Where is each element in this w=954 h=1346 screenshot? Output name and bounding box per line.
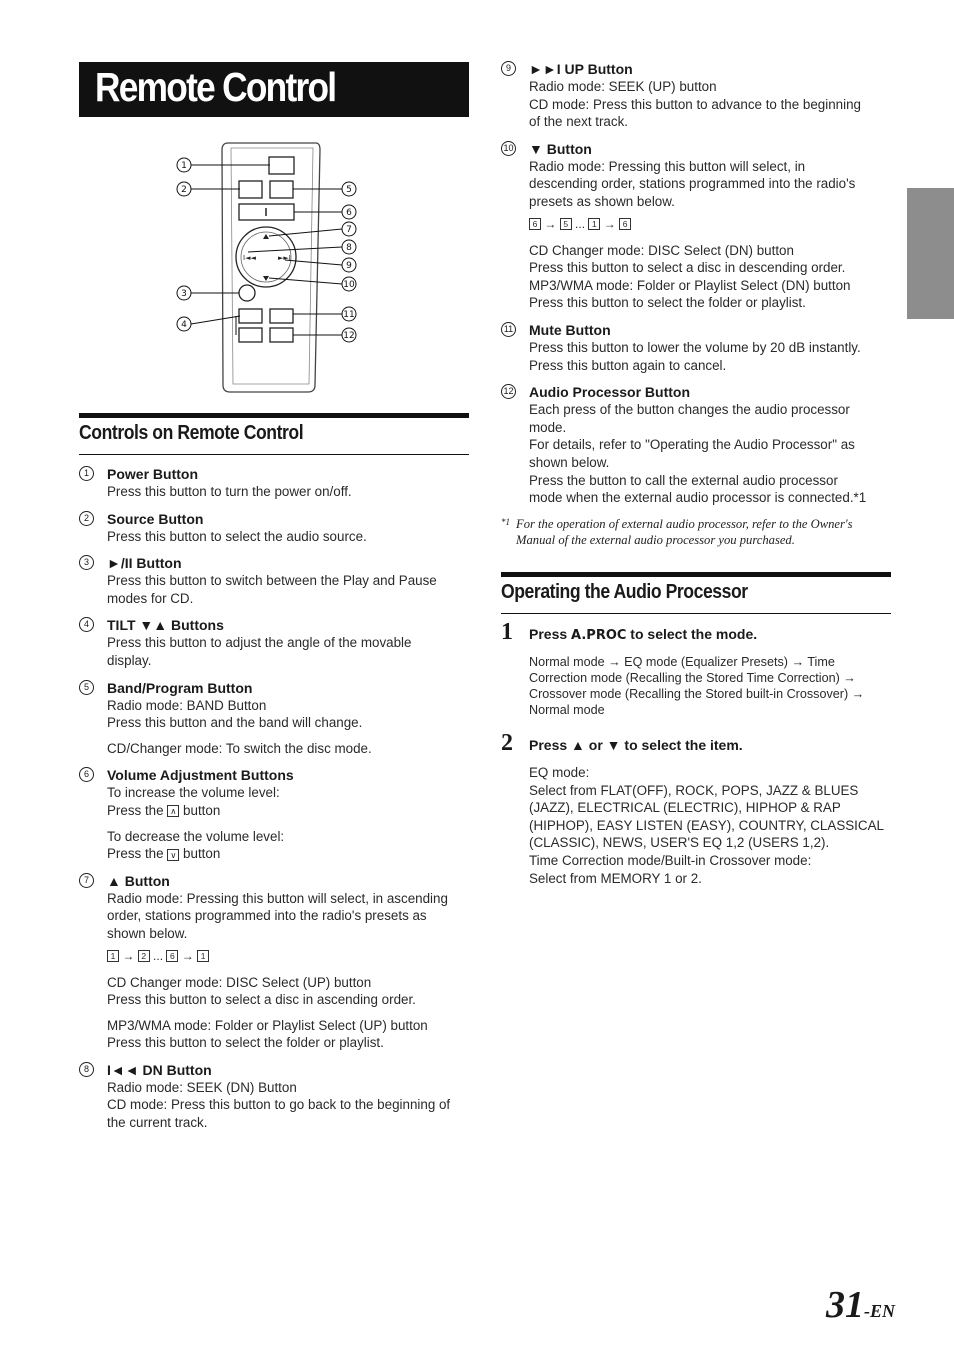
page-title: Remote Control xyxy=(95,64,336,110)
item-audio-processor xyxy=(501,383,896,507)
step-text: Correction mode (Recalling the Stored Time Correction) → xyxy=(529,671,856,685)
item-text: Press the xyxy=(107,802,164,818)
item-text: Each press of the button changes the audio processor xyxy=(529,402,850,418)
item-tilt xyxy=(79,616,474,669)
footnote-text: For the operation of external audio processor, refer to the Owner's xyxy=(516,516,853,531)
item-mute xyxy=(501,321,896,374)
step-text: Normal mode xyxy=(529,703,605,717)
item-text: CD Changer mode: DISC Select (UP) button xyxy=(107,974,372,990)
page-number-value: 31 xyxy=(826,1284,864,1326)
item-title: Power Button xyxy=(107,466,198,482)
item-title: Audio Processor Button xyxy=(529,384,691,401)
remote-control-illustration xyxy=(170,140,370,395)
item-number: 7 xyxy=(79,873,94,888)
callout-8: 8 xyxy=(346,243,352,253)
preset-key: 1 xyxy=(197,950,209,962)
item-text: Press this button to lower the volume by 20 dB instantly. xyxy=(529,339,861,355)
item-text: Radio mode: SEEK (UP) button xyxy=(529,79,717,94)
callout-1: 1 xyxy=(181,161,187,171)
controls-heading: Controls on Remote Control xyxy=(79,422,304,444)
item-text: Press this button again to cancel. xyxy=(529,357,727,373)
item-text: CD mode: Press this button to advance to the beginning xyxy=(529,96,861,112)
callout-4: 4 xyxy=(181,320,187,330)
item-number: 11 xyxy=(501,322,516,337)
item-volume xyxy=(79,766,474,862)
item-text: Press this button to switch between the Play and Pause xyxy=(107,573,437,589)
step-2 xyxy=(501,730,896,887)
item-number: 1 xyxy=(79,466,94,481)
callout-3: 3 xyxy=(181,289,187,299)
item-text: Press this button to select a disc in ascending order. xyxy=(107,992,416,1008)
preset-sequence xyxy=(107,948,474,965)
preset-sequence xyxy=(529,216,896,233)
item-text: of the next track. xyxy=(529,114,628,130)
item-text: Press this button and the band will change. xyxy=(107,715,363,731)
step-number: 2 xyxy=(501,730,513,756)
item-text: Press this button to select the folder or playlist. xyxy=(107,1035,384,1051)
step-text: Select from MEMORY 1 or 2. xyxy=(529,870,702,886)
step-number: 1 xyxy=(501,619,513,645)
ellipsis: ... xyxy=(153,948,164,963)
item-up xyxy=(79,872,474,1052)
item-number: 3 xyxy=(79,555,94,570)
item-text: descending order, stations programmed into the radio's xyxy=(529,176,856,192)
step-title xyxy=(529,625,896,645)
item-text: order, stations programmed into the radio's presets as xyxy=(107,908,427,924)
item-number: 8 xyxy=(79,1062,94,1077)
item-play-pause xyxy=(79,554,474,607)
item-band-program xyxy=(79,679,474,758)
item-title: Mute Button xyxy=(529,321,611,338)
callout-11: 11 xyxy=(343,310,355,320)
item-number: 9 xyxy=(501,61,516,76)
item-text: presets as shown below. xyxy=(529,193,675,209)
item-text: Press this button to select the audio source. xyxy=(107,528,367,544)
callout-9: 9 xyxy=(346,261,352,271)
item-number: 4 xyxy=(79,617,94,632)
item-number: 5 xyxy=(79,680,94,695)
callout-10: 10 xyxy=(343,280,355,290)
step-title-text: Press xyxy=(529,626,572,642)
item-up-seek xyxy=(501,60,896,131)
preset-key: 1 xyxy=(588,218,600,230)
step-title: Press ▲ or ▼ to select the item. xyxy=(529,737,743,753)
step-text: (CLASSIC), NEWS, USER'S EQ 1,2 (USERS 1,2). xyxy=(529,835,830,851)
item-title: ▼ Button xyxy=(529,140,592,157)
volume-up-line xyxy=(107,802,474,820)
item-text: Radio mode: SEEK (DN) Button xyxy=(107,1079,297,1095)
callout-5: 5 xyxy=(346,185,352,195)
item-text: Radio mode: Pressing this button will select, in xyxy=(529,158,806,174)
left-column xyxy=(79,465,474,1141)
item-number: 2 xyxy=(79,511,94,526)
item-text: shown below. xyxy=(107,925,188,941)
item-text: CD/Changer mode: To switch the disc mode. xyxy=(107,740,372,756)
processor-heading: Operating the Audio Processor xyxy=(501,581,748,603)
item-title: ►►I UP Button xyxy=(529,61,633,77)
item-text: modes for CD. xyxy=(107,590,194,606)
item-title: Band/Program Button xyxy=(107,679,253,696)
item-number: 10 xyxy=(501,141,516,156)
step-text: (HIPHOP), EASY LISTEN (EASY), COUNTRY, CLASSICAL xyxy=(529,817,884,833)
volume-down-line xyxy=(107,845,474,863)
item-down xyxy=(501,140,896,312)
processor-heading-bar xyxy=(501,572,891,614)
item-text: button xyxy=(183,802,221,818)
item-text: Press this button to adjust the angle of the movable xyxy=(107,635,412,651)
preset-key: 6 xyxy=(529,218,541,230)
step-text: Normal mode → EQ mode (Equalizer Presets) → Time xyxy=(529,655,835,669)
arrow: → xyxy=(603,216,616,231)
preset-key: 5 xyxy=(560,218,572,230)
arrow: → xyxy=(181,948,194,963)
item-text: display. xyxy=(107,652,152,668)
callout-6: 6 xyxy=(346,208,352,218)
callout-12: 12 xyxy=(343,331,355,341)
item-text: mode. xyxy=(529,419,567,435)
item-number: 12 xyxy=(501,384,516,399)
item-dn xyxy=(79,1061,474,1132)
item-text: Press this button to turn the power on/off. xyxy=(107,484,352,499)
item-title: TILT ▼▲ Buttons xyxy=(107,617,224,634)
step-text: Crossover mode (Recalling the Stored built-in Crossover) → xyxy=(529,687,865,701)
item-text: Radio mode: Pressing this button will select, in ascending xyxy=(107,890,448,906)
page-number-suffix: -EN xyxy=(864,1301,895,1321)
item-power xyxy=(79,465,474,501)
callout-2: 2 xyxy=(181,185,187,195)
preset-key: 6 xyxy=(619,218,631,230)
controls-heading-bar xyxy=(79,413,469,455)
item-text: MP3/WMA mode: Folder or Playlist Select (DN) button xyxy=(529,277,851,293)
item-text: the current track. xyxy=(107,1115,208,1131)
item-title: Volume Adjustment Buttons xyxy=(107,767,294,784)
svg-text:►►I: ►►I xyxy=(278,254,291,262)
preset-key: 1 xyxy=(107,950,119,962)
item-number: 6 xyxy=(79,767,94,782)
step-text: Select from FLAT(OFF), ROCK, POPS, JAZZ & BLUES xyxy=(529,782,859,798)
remote-control-diagram xyxy=(170,140,370,395)
aproc-key: A.PROC xyxy=(571,628,627,643)
arrow: → xyxy=(122,948,135,963)
item-text: Press the xyxy=(107,846,164,862)
step-text: EQ mode: xyxy=(529,765,590,780)
item-title: I◄◄ DN Button xyxy=(107,1061,212,1078)
volume-up-key: ∧ xyxy=(167,805,179,817)
item-text: Press this button to select the folder or playlist. xyxy=(529,295,806,311)
item-text: To decrease the volume level: xyxy=(107,828,285,844)
svg-text:I◄◄: I◄◄ xyxy=(243,254,256,262)
item-title: ▲ Button xyxy=(107,872,170,889)
item-title: ►/II Button xyxy=(107,555,182,572)
step-title-text: to select the mode. xyxy=(626,626,758,642)
item-title: Source Button xyxy=(107,510,204,527)
item-text: mode when the external audio processor is connected.*1 xyxy=(529,490,867,506)
step-text: (JAZZ), ELECTRICAL (ELECTRIC), HIPHOP & RAP xyxy=(529,800,841,816)
page-title-bar xyxy=(79,62,469,117)
item-source xyxy=(79,510,474,546)
footnote xyxy=(501,516,896,548)
arrow: → xyxy=(544,216,557,231)
step-1 xyxy=(501,619,896,718)
footnote-mark: *1 xyxy=(501,516,510,527)
preset-key: 6 xyxy=(166,950,178,962)
item-text: shown below. xyxy=(529,454,610,470)
item-text: Press the button to call the external audio processor xyxy=(529,472,838,488)
preset-key: 2 xyxy=(138,950,150,962)
item-text: MP3/WMA mode: Folder or Playlist Select (UP) button xyxy=(107,1017,428,1033)
item-text: To increase the volume level: xyxy=(107,785,280,801)
item-text: button xyxy=(183,846,221,862)
right-column xyxy=(501,60,896,548)
ellipsis: ... xyxy=(575,216,586,231)
volume-down-key: ∨ xyxy=(167,849,179,861)
item-text: CD Changer mode: DISC Select (DN) button xyxy=(529,242,794,258)
item-text: For details, refer to "Operating the Audio Processor" as xyxy=(529,437,855,453)
processor-steps xyxy=(501,619,896,887)
section-side-tab xyxy=(907,188,954,319)
page-number xyxy=(826,1283,895,1327)
callout-7: 7 xyxy=(346,225,352,235)
item-text: Press this button to select a disc in descending order. xyxy=(529,260,846,276)
item-text: CD mode: Press this button to go back to the beginning of xyxy=(107,1097,451,1113)
footnote-text: Manual of the external audio processor you purchased. xyxy=(516,532,795,547)
step-text: Time Correction mode/Built-in Crossover mode: xyxy=(529,852,812,868)
item-text: Radio mode: BAND Button xyxy=(107,697,267,713)
